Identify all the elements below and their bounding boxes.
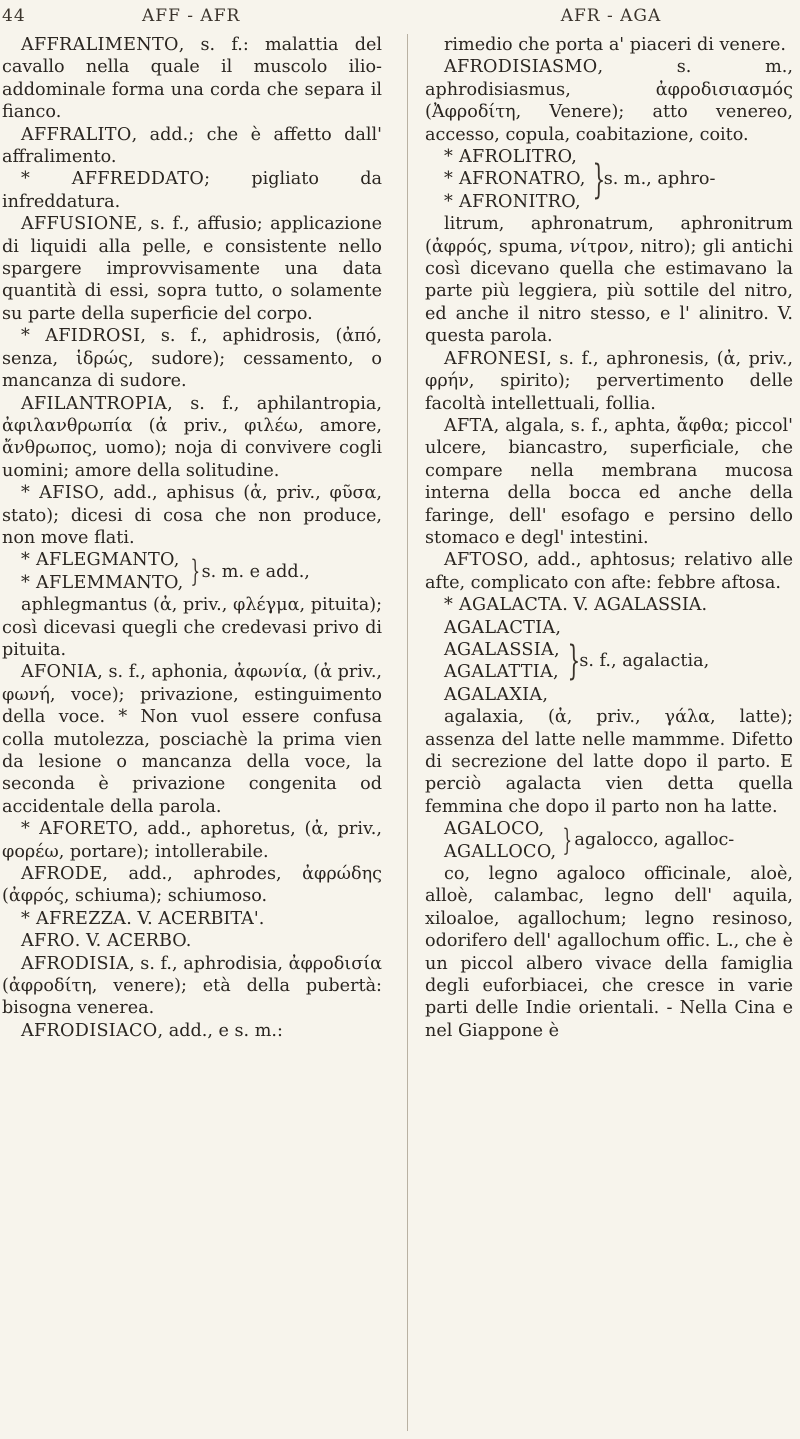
headword: AFFRALITO [21, 124, 132, 145]
definition: , s. f., affusio; applicazione di liquidi alla pelle, e consistente nello spargere improvvisamente una data quantità di essi, sopra tutto, o solamente su parte della superficie del corpo. [2, 214, 382, 324]
grouped-headwords [425, 818, 793, 863]
entry [425, 594, 793, 616]
headword: AFFUSIONE [21, 214, 138, 235]
entry [2, 482, 382, 549]
entry [425, 549, 793, 594]
headword: AFRONESI [444, 348, 547, 369]
headword: AGALAXIA, [444, 684, 549, 705]
headword: AGALOCO, [444, 819, 545, 840]
brace: } [190, 553, 200, 589]
entry [2, 1020, 382, 1042]
headword: AFRODISIA [21, 953, 130, 974]
definition: , add., aphtosus; relativo alle afte, complicato con afte: febbre aftosa. [425, 550, 793, 593]
grouped-headword-tail: s. m. e add., [201, 561, 310, 582]
grouped-headwords [2, 549, 382, 594]
column-divider [407, 34, 408, 1431]
definition: . V. ACERBO. [74, 931, 192, 952]
running-head-right: AFR - AGA [560, 6, 662, 26]
headword: * AFRONATRO, [444, 169, 586, 190]
right-column [425, 34, 793, 1433]
entry [2, 34, 382, 124]
headword: AFRO [21, 931, 75, 952]
headword: AFONIA [21, 662, 98, 683]
definition: , add., aphrodes, ἀφρώδης (ἀφρός, schiuma); schiumoso. [2, 864, 382, 907]
definition: rimedio che porta a' piaceri di venere. [444, 35, 786, 55]
definition: , s. f., aphonia, ἀφωνία, (ἀ priv., φωνή, voce); privazione, estinguimento della voce. * Non vuol essere confusa colla mutolezza, posciachè la prima vien da lesione o mancanza della voce, la seconda è privazione congenita od accidentale della parola. [2, 662, 382, 817]
grouped-headword-list [444, 146, 586, 213]
entry [2, 124, 382, 169]
entry [425, 56, 793, 146]
definition: , s. m., aphrodisiasmus, ἀφροδισιασμός (Ἀφροδίτη, Venere); atto venereo, accesso, copula, coabitazione, coito. [425, 57, 793, 145]
headword: AFRODE [21, 864, 103, 885]
grouped-headword-list [444, 818, 556, 863]
entry [425, 415, 793, 549]
headword: * AGALACTA [444, 595, 563, 616]
headword: * AFLEGMANTO, [21, 550, 180, 571]
headword: AGALACTIA, [444, 617, 562, 638]
entry [2, 325, 382, 392]
headword: AGALATTIA, [444, 662, 559, 683]
definition: , algala, s. f., aphta, ἄφθα; piccol' ulcere, biancastro, superficiale, che compare nella membrana mucosa interna della bocca ed anche della faringe, dell' esofago e persino dello stomaco e degl' intestini. [425, 415, 793, 548]
definition: aphlegmantus (ἀ, priv., φλέγμα, pituita); così dicevasi quegli che credevasi privo di pituita. [2, 595, 382, 660]
entry [2, 168, 382, 213]
definition: , add., e s. m.: [157, 1020, 283, 1041]
grouped-headword-tail: s. f., agalactia, [579, 651, 710, 672]
entry [2, 863, 382, 908]
grouped-headword-tail: agalocco, agalloc- [574, 830, 735, 851]
definition: , s. f., aphilantropia, ἀφιλανθρωπία (ἀ priv., φιλέω, amore, ἄνθρωπος, uomo); noja di convivere cogli uomini; amore della solitudine. [2, 393, 382, 481]
definition: litrum, aphronatrum, aphronitrum (ἀφρός, spuma, νίτρον, nitro); gli antichi così dicevano quella che estimavano la parte più leggiera, più sottile del nitro, ed anche il nitro stesso, e l' alinitro. V. questa parola. [425, 214, 793, 347]
running-head-left: AFF - AFR [142, 6, 241, 26]
entry [2, 908, 382, 930]
entry [2, 818, 382, 863]
grouped-headword-list [444, 617, 561, 707]
entry [2, 393, 382, 483]
headword: * AFORETO [21, 819, 133, 840]
definition: ; pigliato da infreddatura. [2, 169, 382, 212]
brace: } [562, 822, 573, 858]
headword: AGALLOCO, [444, 841, 557, 862]
definition: co, legno agaloco officinale, aloè, alloè, calambac, legno dell' aquila, xiloaloe, agallochum; legno resinoso, odorifero dell' agallochum offic. L., che è un piccol albero vivace della famiglia degli euforbiacei, che cresce in varie parti delle Indie orientali. - Nella Cina e nel Giappone è [425, 864, 793, 1041]
entry [2, 213, 382, 325]
definition: , s. f., aphrodisia, ἀφροδισία (ἀφροδίτη, venere); età della pubertà: bisogna venerea. [2, 953, 382, 1019]
headword: * AFFREDDATO [21, 169, 205, 190]
definition: , add.; che è affetto dall' affralimento. [2, 124, 382, 168]
headword: * AFISO [21, 483, 100, 504]
entry [2, 930, 382, 952]
headword: AFTA [444, 415, 494, 436]
headword: AFILANTROPIA [21, 393, 168, 414]
headword: AGALASSIA, [444, 639, 560, 660]
page-header-left [2, 6, 382, 32]
grouped-headword-tail: s. m., aphro- [603, 169, 716, 190]
definition: , add., aphisus (ἀ, priv., φῦσα, stato); dicesi di cosa che non produce, non move flati. [2, 483, 382, 548]
entry [2, 661, 382, 818]
entry [425, 348, 793, 415]
headword: AFTOSO [444, 550, 524, 571]
brace: } [567, 638, 581, 685]
headword: AFFRALIMENTO [21, 35, 179, 55]
headword: AFRODISIASMO [444, 57, 598, 78]
headword: AFRODISIACO [21, 1020, 158, 1041]
headword: * AFLEMMANTO, [21, 572, 184, 593]
headword: * AFRONITRO, [444, 191, 581, 212]
headword: * AFIDROSI [21, 326, 141, 347]
definition: . V. ACERBITA'. [126, 908, 265, 929]
definition: . V. AGALASSIA. [562, 595, 708, 616]
headword: * AFROLITRO, [444, 147, 578, 168]
page-number: 44 [2, 6, 26, 26]
grouped-headwords [425, 617, 793, 707]
brace: } [592, 156, 605, 203]
headword: * AFREZZA [21, 908, 127, 929]
grouped-headwords [425, 146, 793, 213]
entry [2, 953, 382, 1020]
definition: , s. f., aphronesis, (ἀ, priv., φρήν, spirito); pervertimento delle facoltà intellettuali, follia. [425, 348, 793, 414]
definition: , s. f., aphidrosis, (ἀπό, senza, ἱδρώς, sudore); cessamento, o mancanza di sudore. [2, 326, 382, 392]
definition: , add., aphoretus, (ἀ, priv., φορέω, portare); intollerabile. [2, 819, 382, 862]
definition: , s. f.: malattia del cavallo nella quale il muscolo ilio-addominale forma una corda che separa il fianco. [2, 35, 382, 123]
grouped-headword-list [21, 549, 184, 594]
left-column [2, 34, 382, 1433]
definition: agalaxia, (ἀ, priv., γάλα, latte); assenza del latte nelle mammme. Difetto di secrezione del latte dopo il parto. E perciò agalacta vien detta quella femmina che dopo il parto non ha latte. [425, 707, 793, 817]
